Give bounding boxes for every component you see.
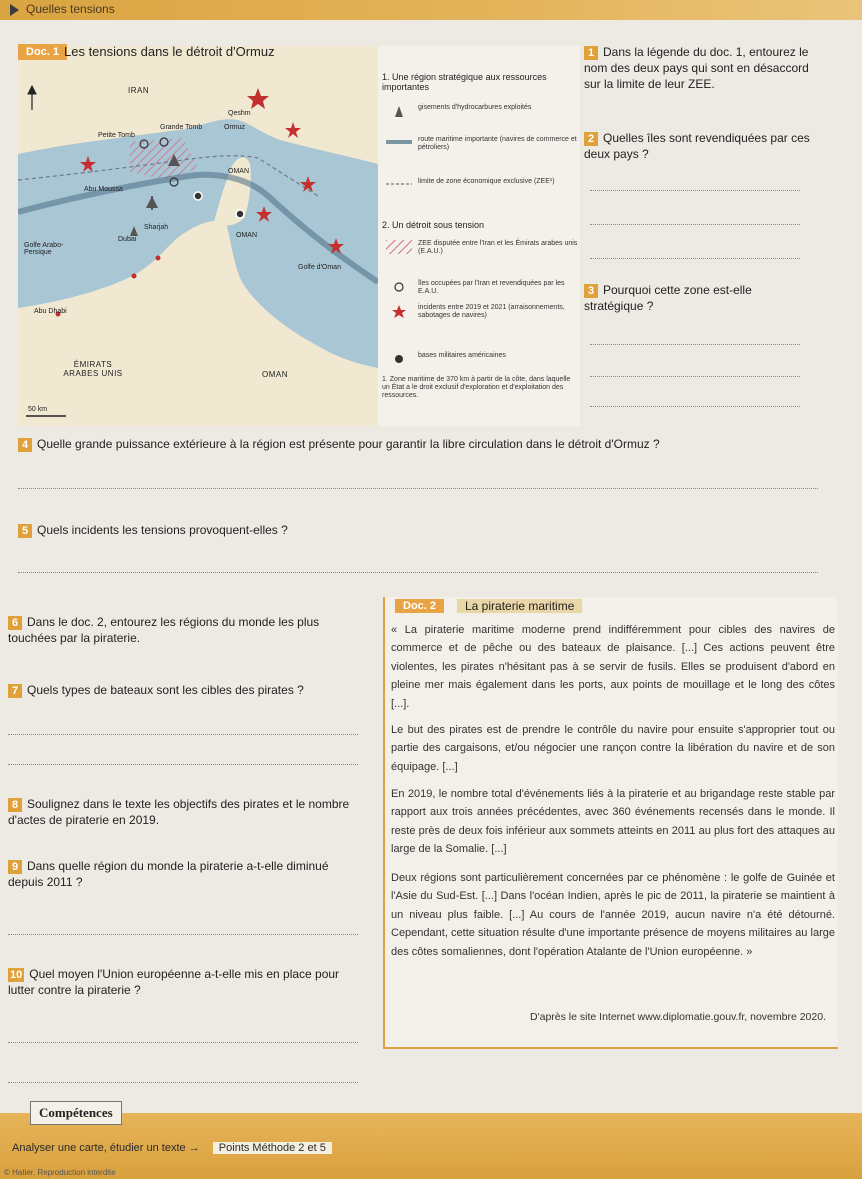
- legend-item-route: route maritime importante (navires de commerce et pétroliers): [382, 136, 580, 162]
- hatched-zone-icon: [386, 240, 412, 254]
- play-icon: [10, 4, 19, 16]
- answer-line[interactable]: [18, 488, 818, 489]
- question-number: 8: [8, 798, 22, 812]
- us-base-icon: [386, 352, 412, 366]
- legend-section-2: 2. Un détroit sous tension: [382, 220, 485, 230]
- legend-footnote: 1. Zone maritime de 370 km à partir de la côte, dans laquelle un État a le droit exclusif d'exploration et d'exploitation des ressources.: [382, 376, 571, 399]
- legend-item-zee: limite de zone économique exclusive (ZEE¹): [382, 178, 580, 196]
- answer-line[interactable]: [8, 1082, 358, 1083]
- question-3: 3 Pourquoi cette zone est-elle stratégique ?: [584, 283, 752, 313]
- map-legend: [378, 46, 580, 426]
- question-number: 6: [8, 616, 22, 630]
- answer-line[interactable]: [590, 376, 800, 377]
- doc2-paragraph-3: En 2019, le nombre total d'événements liés à la piraterie et au brigandage reste stable par rapport aux trois années précédentes, avec 360 événements recensés dans le monde. Il reste près de deux fois inférieur aux sommets atteints en 2011 au plus fort des attaques au large de la Somalie. [...]: [391, 788, 835, 856]
- oil-deposit-icon: [386, 104, 412, 118]
- map-label-oman-north: OMAN: [228, 168, 249, 175]
- question-number: 1: [584, 46, 598, 60]
- competences-text: Analyser une carte, étudier un texte → Points Méthode 2 et 5: [12, 1142, 332, 1154]
- question-1: 1 Dans la légende du doc. 1, entourez le nom des deux pays qui sont en désaccord sur la limite de leur ZEE.: [584, 45, 809, 91]
- legend-item-incidents: incidents entre 2019 et 2021 (arraisonnements, sabotages de navires): [382, 304, 580, 332]
- legend-item-gisements: gisements d'hydrocarbures exploités: [382, 104, 580, 122]
- question-number: 4: [18, 438, 32, 452]
- answer-line[interactable]: [590, 344, 800, 345]
- answer-line[interactable]: [590, 406, 800, 407]
- answer-line[interactable]: [8, 934, 358, 935]
- legend-item-iles: îles occupées par l'Iran et revendiquées par les E.A.U.: [382, 280, 580, 298]
- map-label-eau: ÉMIRATS ARABES UNIS: [63, 360, 123, 378]
- map-label-qeshm: Qeshm: [228, 110, 251, 117]
- doc2-title: La piraterie maritime: [457, 599, 582, 613]
- banner-title: Quelles tensions: [26, 2, 115, 16]
- question-8: 8 Soulignez dans le texte les objectifs des pirates et le nombre d'actes de piraterie en 2019.: [8, 797, 350, 827]
- answer-line[interactable]: [8, 1042, 358, 1043]
- question-number: 3: [584, 284, 598, 298]
- question-7: 7 Quels types de bateaux sont les cibles des pirates ?: [8, 682, 358, 698]
- doc1-title: Les tensions dans le détroit d'Ormuz: [64, 44, 275, 59]
- doc2-tag: Doc. 2: [395, 599, 444, 613]
- dashed-line-icon: [386, 178, 412, 192]
- map-label-golfe-persique: Golfe Arabo-Persique: [24, 242, 64, 256]
- answer-line[interactable]: [8, 764, 358, 765]
- legend-section-1: 1. Une région stratégique aux ressources importantes: [382, 72, 547, 92]
- answer-line[interactable]: [590, 190, 800, 191]
- arabia-land: [18, 221, 378, 426]
- island-icon: [386, 280, 412, 294]
- copyright: © Hatier. Reproduction interdite: [4, 1168, 116, 1177]
- question-number: 9: [8, 860, 22, 874]
- question-number: 7: [8, 684, 22, 698]
- doc1-tag: Doc. 1: [18, 44, 67, 60]
- map-label-oman-detroit: OMAN: [236, 232, 257, 239]
- map-label-sharjah: Sharjah: [144, 224, 169, 231]
- question-number: 10: [10, 969, 23, 981]
- question-2: 2 Quelles îles sont revendiquées par ces deux pays ?: [584, 131, 810, 161]
- question-number: 2: [584, 132, 598, 146]
- doc2-panel: [383, 597, 838, 1049]
- answer-line[interactable]: [590, 224, 800, 225]
- answer-line[interactable]: [590, 258, 800, 259]
- doc2-paragraph-2: Le but des pirates est de prendre le contrôle du navire pour ensuite s'approprier tout ou partie des cargaisons, et/ou négocier une rançon contre la libération du navire et de son équipage. [...]: [391, 724, 835, 773]
- question-number: 5: [18, 524, 32, 538]
- iran-land: [18, 46, 378, 164]
- doc2-source: D'après le site Internet www.diplomatie.gouv.fr, novembre 2020.: [530, 1011, 826, 1023]
- legend-item-bases: bases militaires américaines: [382, 352, 580, 364]
- question-9: 9 Dans quelle région du monde la piraterie a-t-elle diminué depuis 2011 ?: [8, 859, 329, 889]
- map-label-petite-tomb: Petite Tomb: [98, 132, 135, 139]
- legend-item-zee-disputee: ZEE disputée entre l'Iran et les Émirats arabes unis (E.A.U.): [382, 240, 580, 260]
- map-label-abu-dhabi: Abu Dhabi: [34, 308, 67, 315]
- map-label-oman: OMAN: [262, 370, 288, 379]
- question-5: 5 Quels incidents les tensions provoquent-elles ?: [18, 522, 848, 538]
- map-label-scale: 50 km: [28, 406, 48, 413]
- map-label-hormuz: Ormuz: [224, 124, 245, 131]
- map-label-dubai: Dubai: [118, 236, 137, 243]
- answer-line[interactable]: [18, 572, 818, 573]
- map-label-golfe-oman: Golfe d'Oman: [298, 264, 341, 271]
- question-4: 4 Quelle grande puissance extérieure à la région est présente pour garantir la libre circulation dans le détroit d'Ormuz ?: [18, 436, 848, 452]
- route-line-icon: [386, 136, 412, 150]
- map-label-abu-moussa: Abu Moussa: [84, 186, 123, 193]
- doc2-paragraph-1: « La piraterie maritime moderne prend indifféremment pour cibles des navires de commerce et de pêche ou des bateaux de plaisance. [...] Ces actions peuvent être violentes, les pirates n'hésitant pas à se servir de fusils. Elles se produisent d'abord en pleine mer mais également dans les ports, aux points de mouillage et le long des côtes [...].: [391, 624, 835, 710]
- ormuz-map: [18, 46, 378, 426]
- arrow-icon: →: [188, 1142, 200, 1154]
- top-banner: [0, 0, 862, 20]
- map-label-iran: IRAN: [128, 86, 150, 95]
- map-label-grande-tomb: Grande Tomb: [160, 124, 203, 131]
- doc2-paragraph-4: Deux régions sont particulièrement concernées par ce phénomène : le golfe de Guinée et l'Asie du Sud-Est. [...] Dans l'océan Indien, après le pic de 2011, la piraterie se maintient à un niveau plus faible. [...] Au cours de l'année 2019, aucun navire n'a été détourné. Cependant, cette situation résulte d'une importante présence de moyens militaires au large des côtes somaliennes, dont l'opération Atalante de l'Union européenne. »: [391, 872, 835, 958]
- competences-label: Compétences: [30, 1101, 122, 1125]
- question-10: 10 Quel moyen l'Union européenne a-t-elle mis en place pour lutter contre la piraterie ?: [8, 967, 340, 997]
- question-6: 6 Dans le doc. 2, entourez les régions du monde les plus touchées par la piraterie.: [8, 615, 320, 645]
- answer-line[interactable]: [8, 734, 358, 735]
- methode-link[interactable]: Points Méthode 2 et 5: [213, 1142, 332, 1154]
- incident-icon: [386, 304, 412, 318]
